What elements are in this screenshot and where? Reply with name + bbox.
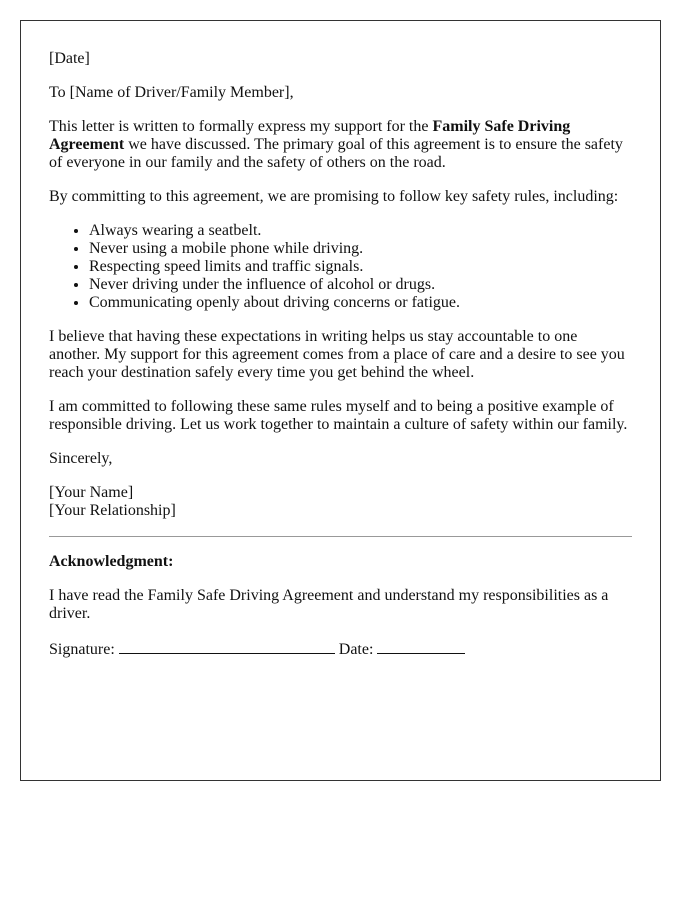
signer-block bbox=[49, 484, 632, 520]
signature-line[interactable] bbox=[119, 639, 335, 654]
signature-label: Signature: bbox=[49, 641, 115, 658]
acknowledgment-title: Acknowledgment: bbox=[49, 553, 174, 570]
letter-page bbox=[20, 20, 661, 781]
closing: Sincerely, bbox=[49, 450, 113, 467]
signer-relationship: [Your Relationship] bbox=[49, 502, 176, 519]
signature-row bbox=[49, 639, 632, 659]
date-line[interactable] bbox=[377, 639, 465, 654]
intro-text-1: This letter is written to formally express my support for the bbox=[49, 118, 433, 135]
safety-rules-list bbox=[49, 222, 632, 312]
list-item: • Always wearing a seatbelt. bbox=[89, 222, 632, 240]
intro-text-2: we have discussed. The primary goal of this agreement is to ensure the safety of everyone in our family and the safety of others on the road. bbox=[49, 136, 623, 171]
letter-salutation: To [Name of Driver/Family Member], bbox=[49, 84, 294, 101]
agreement-name: Family Safe Driving Agreement bbox=[49, 118, 571, 153]
date-label: Date: bbox=[338, 641, 374, 658]
commitment-paragraph: I am committed to following these same rules myself and to being a positive example of responsible driving. Let us work together to maintain a culture of safety within our family. bbox=[49, 398, 628, 433]
acknowledgment-statement: I have read the Family Safe Driving Agreement and understand my responsibilities as a driver. bbox=[49, 587, 609, 622]
list-item: • Respecting speed limits and traffic signals. bbox=[89, 258, 632, 276]
intro-paragraph bbox=[49, 118, 632, 172]
list-item: • Never using a mobile phone while driving. bbox=[89, 240, 632, 258]
signer-name: [Your Name] bbox=[49, 484, 134, 501]
commitment-intro: By committing to this agreement, we are promising to follow key safety rules, including: bbox=[49, 188, 619, 205]
list-item: • Never driving under the influence of alcohol or drugs. bbox=[89, 276, 632, 294]
list-item: • Communicating openly about driving concerns or fatigue. bbox=[89, 294, 632, 312]
divider bbox=[49, 536, 632, 537]
letter-date: [Date] bbox=[49, 50, 90, 67]
belief-paragraph: I believe that having these expectations in writing helps us stay accountable to one another. My support for this agreement comes from a place of care and a desire to see you reach your destination safely every time you get behind the wheel. bbox=[49, 328, 625, 381]
